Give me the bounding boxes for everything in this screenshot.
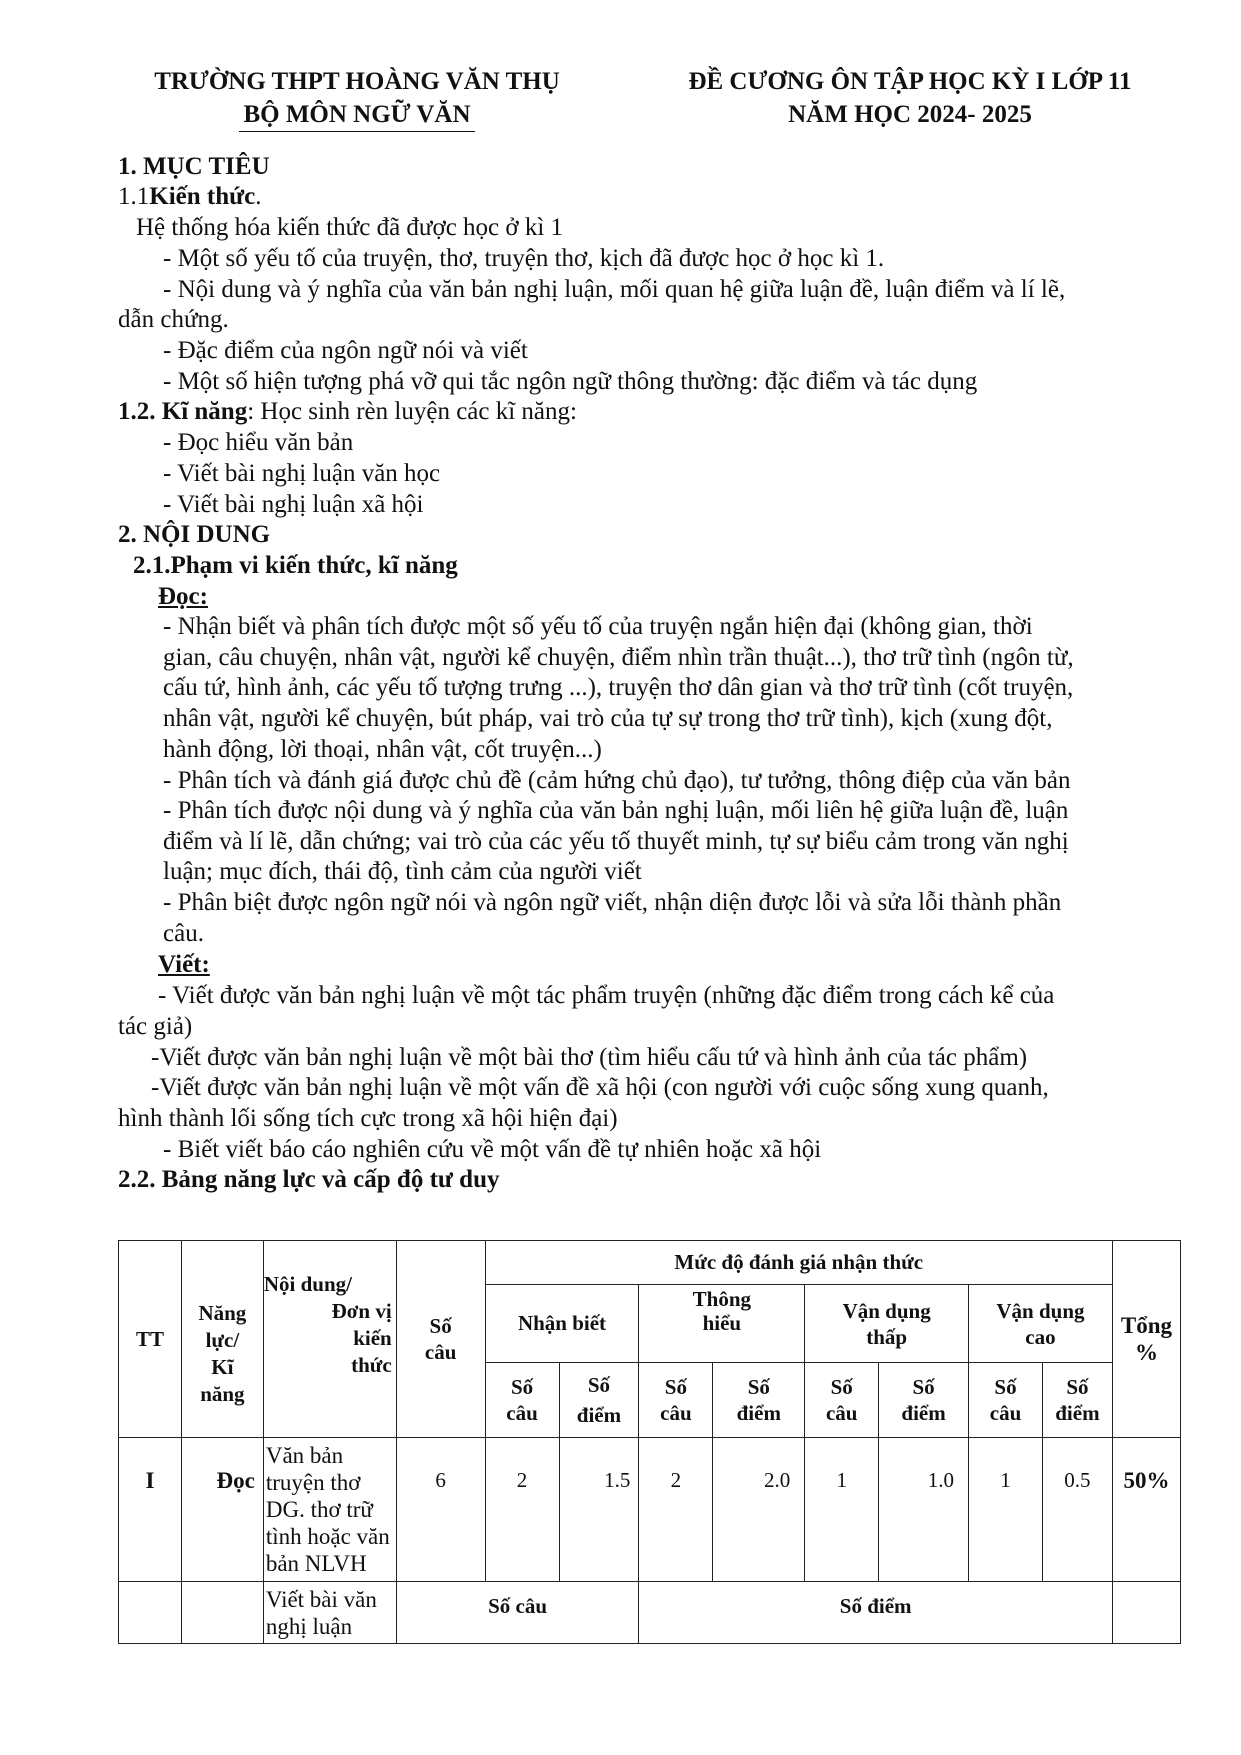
reading-item-cont: điểm và lí lẽ, dẫn chứng; vai trò của các yếu tố thuyết minh, tự sự biểu cảm trong văn nghị — [163, 828, 1069, 855]
sub-score: Số điểm — [713, 1363, 805, 1438]
low-application-score: 1.0 — [879, 1438, 969, 1582]
knowledge-item: - Đặc điểm của ngôn ngữ nói và viết — [163, 337, 528, 364]
header-total: Tổng % — [1112, 1241, 1180, 1438]
recognition-score: 1.5 — [559, 1438, 639, 1582]
row-question-count: 6 — [396, 1438, 485, 1582]
knowledge-item: - Một số hiện tượng phá vỡ qui tắc ngôn ngữ thông thường: đặc điểm và tác dụng — [163, 368, 978, 395]
knowledge-item-cont: dẫn chứng. — [118, 306, 229, 333]
document-title: ĐỀ CƯƠNG ÔN TẬP HỌC KỲ I LỚP 11 — [688, 68, 1132, 95]
row-content: Văn bản truyện thơ DG. thơ trữ tình hoặc văn bản NLVH — [263, 1438, 396, 1582]
sub-question-count: Số câu — [639, 1363, 713, 1438]
reading-item: - Nhận biết và phân tích được một số yếu tố của truyện ngắn hiện đại (không gian, thời — [163, 613, 1033, 640]
high-application-count: 1 — [969, 1438, 1043, 1582]
writing-item: - Biết viết báo cáo nghiên cứu về một vấn đề tự nhiên hoặc xã hội — [163, 1136, 822, 1163]
school-year: NĂM HỌC 2024- 2025 — [788, 101, 1032, 128]
sub-question-count: Số câu — [805, 1363, 879, 1438]
writing-item: - Viết được văn bản nghị luận về một tác phẩm truyện (những đặc điểm trong cách kể của — [158, 982, 1055, 1009]
reading-item: - Phân biệt được ngôn ngữ nói và ngôn ngữ viết, nhận diện được lỗi và sửa lỗi thành phần — [163, 889, 1062, 916]
table-row — [119, 1438, 1181, 1582]
section-1-1-heading — [118, 182, 261, 212]
writing-item-cont: hình thành lối sống tích cực trong xã hội hiện đại) — [118, 1105, 618, 1132]
reading-item-cont: nhân vật, người kể chuyện, bút pháp, vai trò của tự sự trong thơ trữ tình), kịch (xung đột, — [163, 705, 1053, 732]
header-low-application: Vận dụng thấp — [805, 1285, 969, 1363]
section-1-2-rest: : Học sinh rèn luyện các kĩ năng: — [247, 398, 577, 425]
sub-question-count: Số câu — [485, 1363, 559, 1438]
header-content: Nội dung/ Đơn vị kiến thức — [263, 1241, 396, 1438]
row2-total — [1112, 1582, 1180, 1644]
sub-score: Số điểm — [879, 1363, 969, 1438]
writing-label: Viết: — [158, 951, 210, 978]
section-2-heading: 2. NỘI DUNG — [118, 521, 271, 548]
reading-item-cont: hành động, lời thoại, nhân vật, cốt truyện...) — [163, 736, 602, 763]
header-tt: TT — [119, 1241, 182, 1438]
row-skill: Đọc — [181, 1438, 263, 1582]
section-1-2-title: 1.2. Kĩ năng — [118, 398, 248, 425]
department-name: BỘ MÔN NGỮ VĂN — [239, 98, 474, 132]
low-application-count: 1 — [805, 1438, 879, 1582]
row2-question-count-label: Số câu — [396, 1582, 639, 1644]
school-name: TRƯỜNG THPT HOÀNG VĂN THỤ — [154, 68, 560, 95]
header-question-count: Số câu — [396, 1241, 485, 1438]
skill-item: - Viết bài nghị luận xã hội — [163, 491, 424, 518]
header-assessment-level: Mức độ đánh giá nhận thức — [485, 1241, 1112, 1285]
reading-item: - Phân tích và đánh giá được chủ đề (cảm hứng chủ đạo), tư tưởng, thông điệp của văn bản — [163, 767, 1071, 794]
row2-content: Viết bài văn nghị luận — [263, 1582, 396, 1644]
section-1-1-number: 1.1 — [118, 183, 150, 210]
section-1-heading: 1. MỤC TIÊU — [118, 153, 270, 180]
recognition-count: 2 — [485, 1438, 559, 1582]
understanding-count: 2 — [639, 1438, 713, 1582]
reading-item-cont: cấu tứ, hình ảnh, các yếu tố tượng trưng ...), truyện thơ dân gian và thơ trữ tình (cốt truyện, — [163, 674, 1074, 701]
header-recognition: Nhận biết — [485, 1285, 639, 1363]
row2-score-label: Số điểm — [639, 1582, 1112, 1644]
section-2-2-heading: 2.2. Bảng năng lực và cấp độ tư duy — [118, 1166, 500, 1193]
skill-item: - Đọc hiểu văn bản — [163, 429, 354, 456]
reading-label: Đọc: — [158, 583, 208, 610]
knowledge-item: - Một số yếu tố của truyện, thơ, truyện thơ, kịch đã được học ở học kì 1. — [163, 245, 885, 272]
knowledge-intro: Hệ thống hóa kiến thức đã được học ở kì 1 — [136, 214, 564, 241]
row2-tt — [119, 1582, 182, 1644]
reading-item-cont: gian, câu chuyện, nhân vật, người kể chuyện, điểm nhìn trần thuật...), thơ trữ tình (ngôn từ, — [163, 644, 1074, 671]
section-1-1-title: Kiến thức — [149, 183, 256, 210]
school-header — [122, 65, 592, 132]
section-1-1-dot: . — [255, 183, 262, 210]
reading-item-cont: câu. — [163, 920, 204, 947]
understanding-score: 2.0 — [713, 1438, 805, 1582]
section-2-1-heading: 2.1.Phạm vi kiến thức, kĩ năng — [133, 552, 458, 579]
sub-score: Số điểm — [559, 1363, 639, 1438]
section-1-2-heading — [118, 397, 577, 427]
writing-item: -Viết được văn bản nghị luận về một vấn đề xã hội (con người với cuộc sống xung quanh, — [151, 1074, 1049, 1101]
row2-skill — [181, 1582, 263, 1644]
skill-item: - Viết bài nghị luận văn học — [163, 460, 441, 487]
row-total: 50% — [1112, 1438, 1180, 1582]
knowledge-item: - Nội dung và ý nghĩa của văn bản nghị luận, mối quan hệ giữa luận đề, luận điểm và lí lẽ, — [163, 276, 1066, 303]
header-understanding: Thông hiểu — [639, 1285, 805, 1363]
header-high-application: Vận dụng cao — [969, 1285, 1113, 1363]
writing-item-cont: tác giả) — [118, 1013, 193, 1040]
competency-table — [118, 1240, 1181, 1644]
reading-item: - Phân tích được nội dung và ý nghĩa của văn bản nghị luận, mối liên hệ giữa luận đề, luận — [163, 797, 1069, 824]
header-skill: Năng lực/ Kĩ năng — [181, 1241, 263, 1438]
table-row — [119, 1582, 1181, 1644]
sub-score: Số điểm — [1042, 1363, 1112, 1438]
row-tt: I — [119, 1438, 182, 1582]
writing-item: -Viết được văn bản nghị luận về một bài thơ (tìm hiểu cấu tứ và hình ảnh của tác phẩm) — [151, 1044, 1028, 1071]
document-header — [650, 65, 1170, 131]
table-header-row — [119, 1241, 1181, 1285]
high-application-score: 0.5 — [1042, 1438, 1112, 1582]
sub-question-count: Số câu — [969, 1363, 1043, 1438]
reading-item-cont: luận; mục đích, thái độ, tình cảm của người viết — [163, 858, 642, 885]
